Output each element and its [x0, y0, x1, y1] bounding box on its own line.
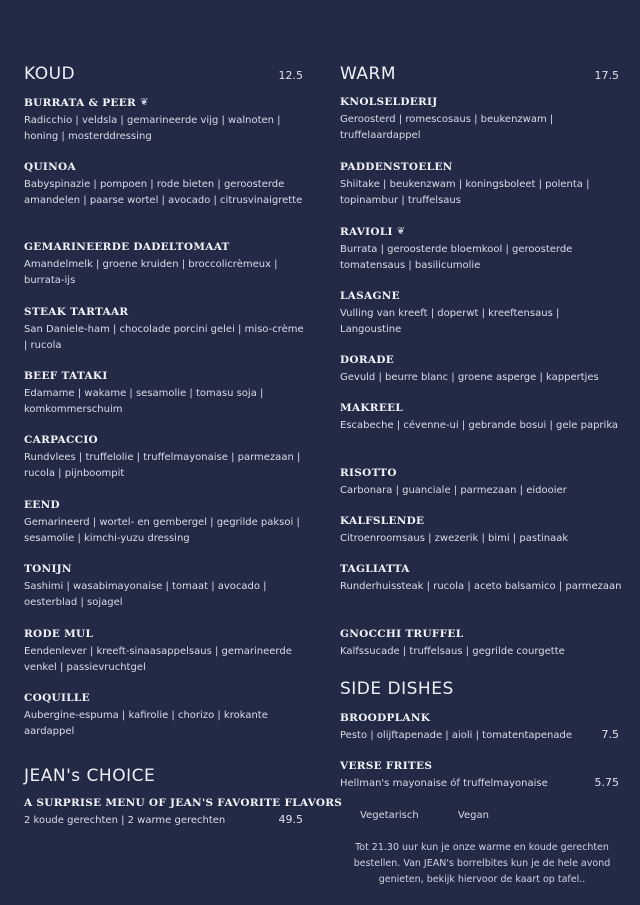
item-name: RISOTTO: [340, 467, 397, 479]
item-name: MAKREEL: [340, 402, 404, 414]
menu-item-paddenstoelen: [340, 161, 622, 209]
menu-item-quinoa: [24, 161, 306, 209]
leaf-icon: ❦: [140, 97, 149, 108]
menu-item-gnocchi-truffel: [340, 628, 622, 660]
menu-item-tagliatta: [340, 563, 622, 595]
sides-header: [340, 679, 622, 699]
menu-item-broodplank: [340, 712, 622, 744]
diet-legend: [360, 810, 610, 821]
menu-item-surprise: [24, 797, 343, 829]
item-description: Pesto | olijftapenade | aioli | tomatentapenade: [340, 730, 572, 741]
item-name: BROODPLANK: [340, 712, 431, 724]
item-name: BURRATA & PEER: [24, 97, 137, 109]
item-description: Geroosterd | romescosaus | beukenzwam | truffelaardappel: [340, 114, 554, 141]
menu-item-verse-frites: [340, 760, 622, 792]
menu-item-burrata-peer: [24, 96, 306, 145]
item-description: Kalfssucade | truffelsaus | gegrilde courgette: [340, 646, 565, 657]
item-description: Gemarineerd | wortel- en gembergel | gegrilde paksoi | sesamolie | kimchi-yuzu dressing: [24, 517, 300, 544]
item-description: San Daniele-ham | chocolade porcini gelei | miso-crème | rucola: [24, 324, 304, 351]
ordering-note: Tot 21.30 uur kun je onze warme en koude gerechten bestellen. Van JEAN's borrelbites kun je de hele avond genieten, bekijk hiervoor de kaart op tafel..: [353, 842, 611, 885]
warm-price: 17.5: [594, 69, 619, 82]
item-description: Burrata | geroosterde bloemkool | geroosterde tomatensaus | basilicumolie: [340, 244, 573, 271]
item-name: TAGLIATTA: [340, 563, 410, 575]
item-name: PADDENSTOELEN: [340, 161, 453, 173]
warm-title: WARM: [340, 64, 396, 84]
item-description: Aubergine-espuma | kafirolie | chorizo | krokante aardappel: [24, 710, 268, 737]
menu-item-dorade: [340, 354, 622, 386]
item-name: A SURPRISE MENU OF JEAN'S FAVORITE FLAVORS: [24, 797, 343, 809]
menu-item-carpaccio: [24, 434, 306, 482]
item-name: VERSE FRITES: [340, 760, 433, 772]
item-name: GNOCCHI TRUFFEL: [340, 628, 464, 640]
item-name: DORADE: [340, 354, 395, 366]
menu-item-makreel: [340, 402, 622, 434]
item-description: Eendenlever | kreeft-sinaasappelsaus | gemarineerde venkel | passievruchtgel: [24, 646, 292, 673]
item-name: TONIJN: [24, 563, 72, 575]
menu-item-dadeltomaat: [24, 241, 306, 289]
leaf-icon: ❦: [396, 226, 406, 237]
koud-title: KOUD: [24, 64, 76, 84]
item-name: GEMARINEERDE DADELTOMAAT: [24, 241, 230, 253]
menu-item-steak-tartaar: [24, 306, 306, 354]
item-name: EEND: [24, 499, 60, 511]
item-name: LASAGNE: [340, 290, 400, 302]
legend-vegan: Vegan: [457, 810, 489, 821]
sides-title: SIDE DISHES: [340, 679, 454, 699]
item-name: BEEF TATAKI: [24, 370, 108, 382]
item-name: KALFSLENDE: [340, 515, 425, 527]
item-description: Carbonara | guanciale | parmezaan | eidooier: [340, 485, 567, 496]
item-description: Shiitake | beukenzwam | koningsboleet | polenta | topinambur | truffelsaus: [340, 179, 590, 206]
item-name: COQUILLE: [24, 692, 90, 704]
menu-item-eend: [24, 499, 306, 547]
menu-item-knolselderij: [340, 96, 622, 144]
item-description: Runderhuissteak | rucola | aceto balsamico | parmezaan: [340, 581, 622, 592]
legend-vegetarian: Vegetarisch: [360, 810, 419, 821]
item-description: Escabeche | cévenne-ui | gebrande bosui | gele paprika: [340, 420, 619, 431]
item-description: Vulling van kreeft | doperwt | kreeftensaus | Langoustine: [340, 308, 560, 335]
item-description: 2 koude gerechten | 2 warme gerechten: [24, 815, 226, 826]
item-description: Amandelmelk | groene kruiden | broccolicrèmeux | burrata-ijs: [24, 259, 278, 286]
warm-header: [340, 64, 622, 84]
koud-price: 12.5: [278, 69, 303, 82]
koud-header: [24, 64, 306, 84]
item-description: Radicchio | veldsla | gemarineerde vijg | walnoten | honing | mosterddressing: [24, 115, 281, 142]
item-description: Citroenroomsaus | zwezerik | bimi | pastinaak: [340, 533, 569, 544]
item-description: Babyspinazie | pompoen | rode bieten | geroosterde amandelen | paarse wortel | avocado | citrusvinaigrette: [24, 179, 303, 206]
item-price: 5.75: [594, 776, 619, 789]
item-name: RODE MUL: [24, 628, 94, 640]
menu-item-risotto: [340, 467, 622, 499]
item-description: Sashimi | wasabimayonaise | tomaat | avocado | oesterblad | sojagel: [24, 581, 267, 608]
item-description: Edamame | wakame | sesamolie | tomasu soja | komkommerschuim: [24, 388, 264, 415]
item-name: QUINOA: [24, 161, 76, 173]
menu-item-ravioli: [340, 225, 622, 274]
item-name: KNOLSELDERIJ: [340, 96, 438, 108]
item-description: Hellman's mayonaise óf truffelmayonaise: [340, 778, 548, 789]
menu-item-kalfslende: [340, 515, 622, 547]
menu-item-beef-tataki: [24, 370, 306, 418]
menu-item-lasagne: [340, 290, 622, 338]
item-price: 7.5: [601, 728, 619, 741]
item-description: Gevuld | beurre blanc | groene asperge | kappertjes: [340, 372, 599, 383]
menu-item-rode-mul: [24, 628, 306, 676]
menu-item-coquille: [24, 692, 306, 740]
item-name: STEAK TARTAAR: [24, 306, 129, 318]
choice-header: [24, 766, 306, 786]
item-description: Rundvlees | truffelolie | truffelmayonaise | parmezaan | rucola | pijnboompit: [24, 452, 301, 479]
menu-item-tonijn: [24, 563, 306, 611]
item-name: CARPACCIO: [24, 434, 98, 446]
item-name: RAVIOLI: [340, 226, 393, 238]
item-price: 49.5: [278, 813, 303, 826]
choice-title: JEAN's CHOICE: [24, 766, 156, 786]
